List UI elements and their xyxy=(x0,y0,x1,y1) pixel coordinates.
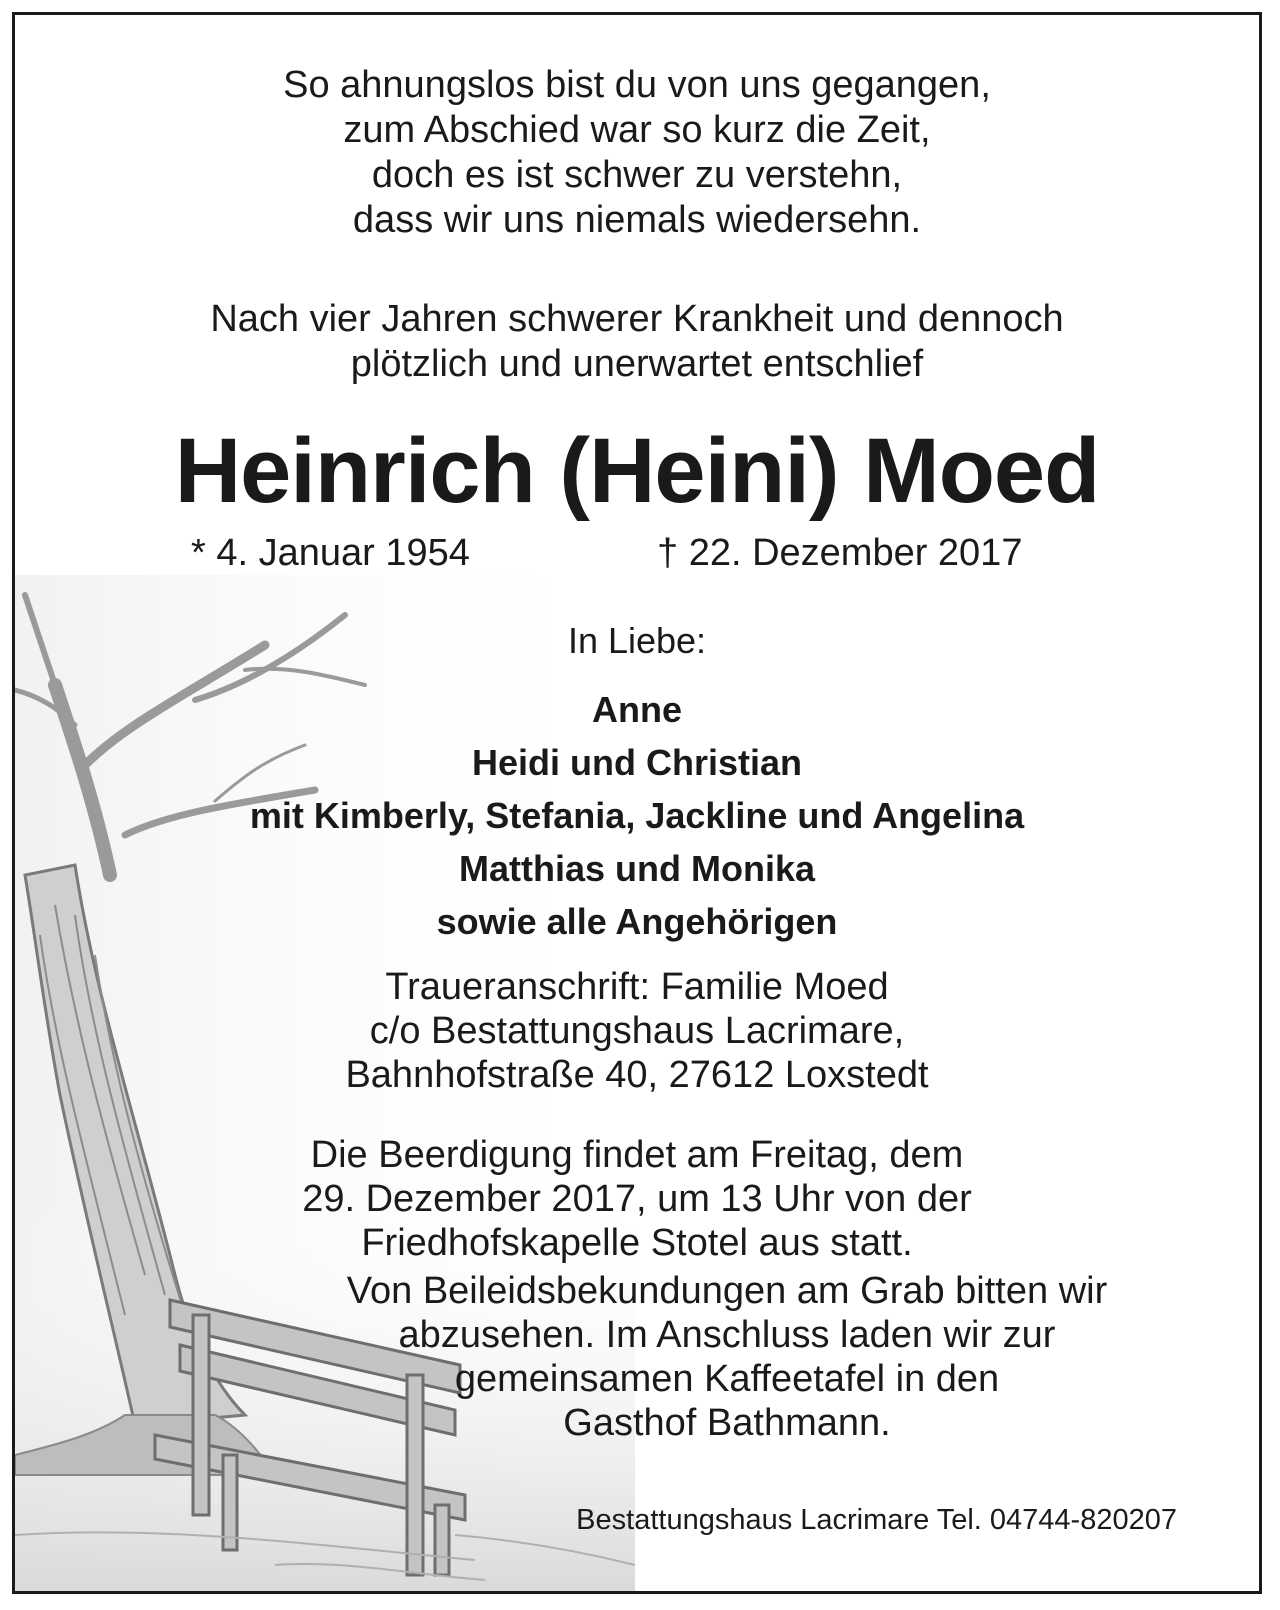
poem-line: dass wir uns niemals wiedersehn. xyxy=(352,199,922,241)
condolence-note xyxy=(277,1269,1177,1445)
mourner-line: mit Kimberly, Stefania, Jackline und Angelina xyxy=(249,795,1025,836)
in-love-label: In Liebe: xyxy=(567,620,707,661)
deceased-name: Heinrich (Heini) Moed xyxy=(174,420,1100,522)
condolence-line: abzusehen. Im Anschluss laden wir zur xyxy=(398,1314,1056,1356)
condolence-line: gemeinsamen Kaffeetafel in den xyxy=(454,1358,1000,1400)
funeral-line: Die Beerdigung findet am Freitag, dem xyxy=(310,1134,964,1176)
funeral-home-contact: Bestattungshaus Lacrimare Tel. 04744-820207 xyxy=(576,1504,1177,1536)
intro-line: Nach vier Jahren schwerer Krankheit und dennoch xyxy=(210,298,1064,340)
birth-date: * 4. Januar 1954 xyxy=(191,532,470,574)
mourner-line: Heidi und Christian xyxy=(471,742,802,783)
address-line: Bahnhofstraße 40, 27612 Loxstedt xyxy=(345,1054,929,1096)
poem-line: zum Abschied war so kurz die Zeit, xyxy=(343,109,931,151)
condolence-line: Von Beileidsbekundungen am Grab bitten wir xyxy=(346,1270,1108,1312)
mourning-address xyxy=(15,965,1259,1097)
obituary-notice xyxy=(12,12,1262,1594)
poem-line: doch es ist schwer zu verstehn, xyxy=(371,154,903,196)
mourners-list xyxy=(15,683,1259,948)
mourner-line: Anne xyxy=(592,689,682,730)
poem-line: So ahnungslos bist du von uns gegangen, xyxy=(283,64,991,106)
intro-text xyxy=(15,297,1259,387)
poem-verse xyxy=(15,63,1259,243)
funeral-line: Friedhofskapelle Stotel aus statt. xyxy=(361,1222,913,1264)
mourner-line: sowie alle Angehörigen xyxy=(436,901,838,942)
mourner-line: Matthias und Monika xyxy=(458,848,815,889)
address-line: Traueranschrift: Familie Moed xyxy=(385,966,889,1008)
address-line: c/o Bestattungshaus Lacrimare, xyxy=(369,1010,905,1052)
death-date: † 22. Dezember 2017 xyxy=(657,532,1023,574)
intro-line: plötzlich und unerwartet entschlief xyxy=(350,343,924,385)
condolence-line: Gasthof Bathmann. xyxy=(563,1402,891,1444)
funeral-line: 29. Dezember 2017, um 13 Uhr von der xyxy=(302,1178,972,1220)
funeral-info xyxy=(15,1133,1259,1265)
